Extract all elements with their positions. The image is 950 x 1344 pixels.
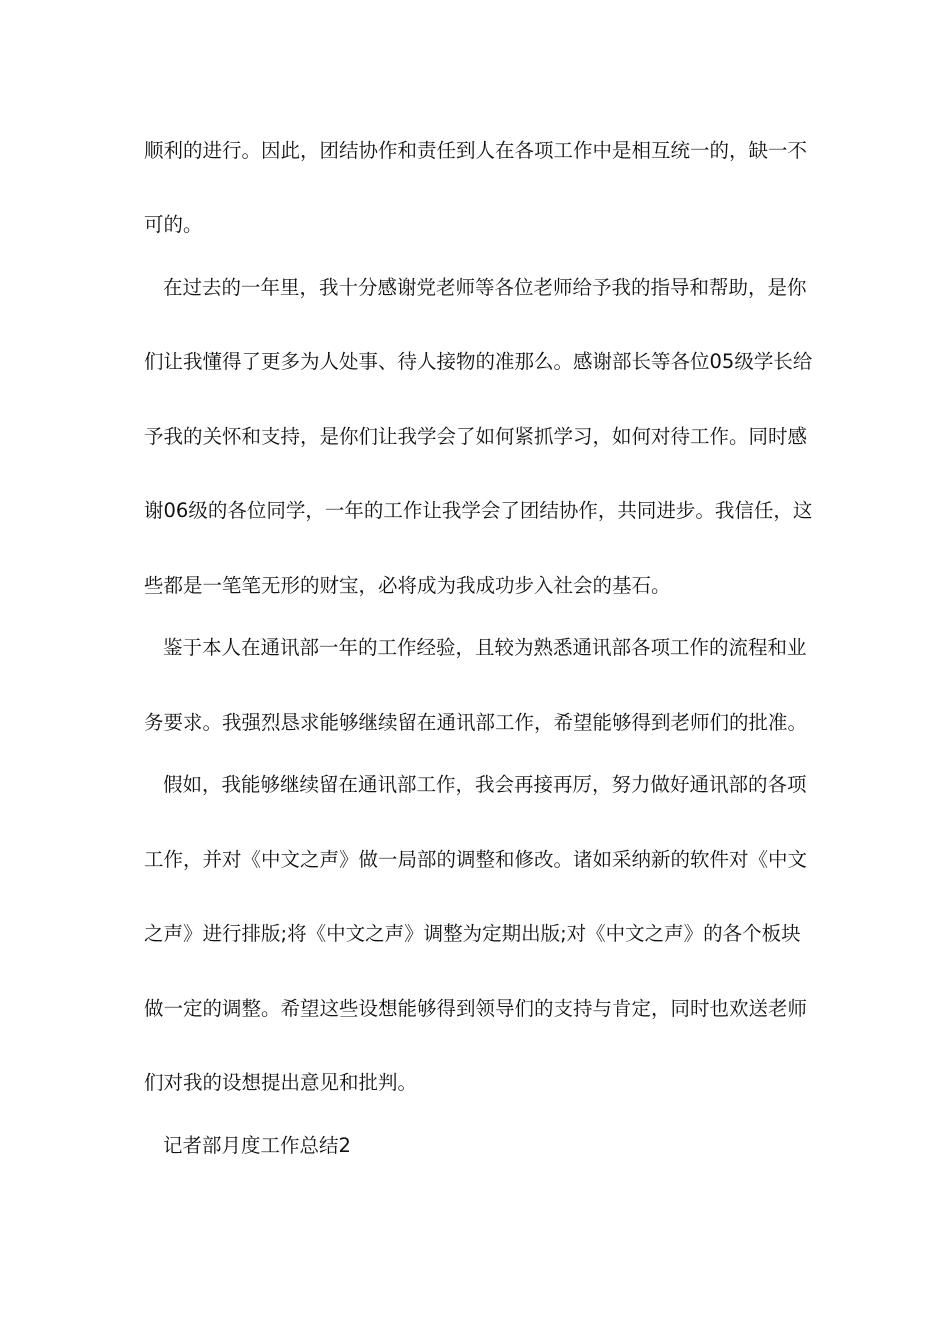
text-line: 可的。 xyxy=(144,213,203,236)
text-line: 们让我懂得了更多为人处事、待人接物的准那么。感谢部长等各位05级学长给 xyxy=(144,350,813,373)
text-line: 工作，并对《中文之声》做一局部的调整和修改。诸如采纳新的软件对《中文 xyxy=(144,848,808,871)
text-line: 们对我的设想提出意见和批判。 xyxy=(144,1071,418,1094)
paragraph-start-line: 假如，我能够继续留在通讯部工作，我会再接再厉，努力做好通讯部的各项 xyxy=(163,773,807,796)
text-line: 务要求。我强烈恳求能够继续留在通讯部工作，希望能够得到老师们的批准。 xyxy=(144,711,808,734)
text-line: 之声》进行排版;将《中文之声》调整为定期出版;对《中文之声》的各个板块 xyxy=(144,922,801,945)
text-line: 做一定的调整。希望这些设想能够得到领导们的支持与肯定，同时也欢送老师 xyxy=(144,997,808,1020)
text-line: 予我的关怀和支持，是你们让我学会了如何紧抓学习，如何对待工作。同时感 xyxy=(144,425,808,448)
paragraph-start-line: 鉴于本人在通讯部一年的工作经验，且较为熟悉通讯部各项工作的流程和业 xyxy=(163,636,807,659)
text-line: 谢06级的各位同学，一年的工作让我学会了团结协作，共同进步。我信任，这 xyxy=(144,499,813,522)
text-line: 顺利的进行。因此，团结协作和责任到人在各项工作中是相互统一的，缺一不 xyxy=(144,139,808,162)
paragraph-start-line: 在过去的一年里，我十分感谢党老师等各位老师给予我的指导和帮助，是你 xyxy=(163,276,807,299)
text-line: 些都是一笔笔无形的财宝，必将成为我成功步入社会的基石。 xyxy=(144,574,671,597)
section-heading: 记者部月度工作总结2 xyxy=(163,1134,351,1157)
